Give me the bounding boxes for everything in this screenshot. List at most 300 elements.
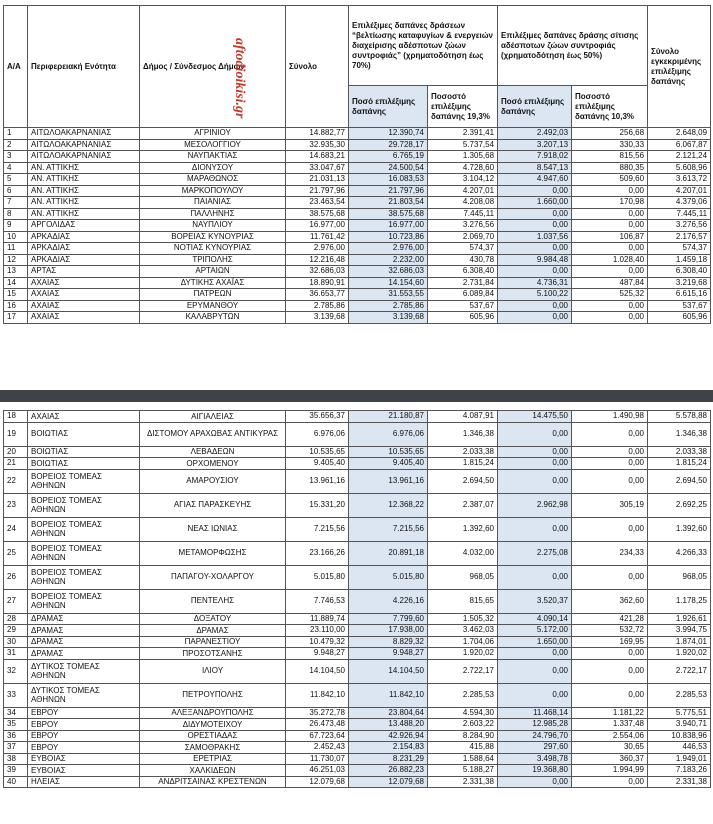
cell-amount-1: 29.728,17 [349, 139, 428, 151]
cell-approved-total: 7.183,26 [648, 765, 711, 777]
cell-aa: 34 [4, 707, 28, 719]
table-row [4, 565, 711, 589]
table-row [4, 185, 711, 197]
cell-municipality: ΜΑΡΑΘΩΝΟΣ [140, 174, 286, 186]
cell-total: 2.452,43 [286, 742, 349, 754]
table-row [4, 128, 711, 140]
cell-percent-1: 3.276,56 [428, 220, 498, 232]
cell-aa: 15 [4, 289, 28, 301]
cell-amount-2: 5.100,22 [498, 289, 572, 301]
cell-percent-1: 4.728,60 [428, 162, 498, 174]
table-row [4, 254, 711, 266]
cell-percent-1: 2.387,07 [428, 493, 498, 517]
cell-percent-2: 0,00 [572, 243, 648, 255]
cell-percent-2: 106,87 [572, 231, 648, 243]
cell-percent-1: 2.694,50 [428, 469, 498, 493]
cell-amount-2: 0,00 [498, 565, 572, 589]
cell-percent-2: 0,00 [572, 446, 648, 458]
table-row [4, 541, 711, 565]
cell-aa: 4 [4, 162, 28, 174]
cell-amount-1: 3.139,68 [349, 312, 428, 324]
cell-municipality: ΣΑΜΟΘΡΑΚΗΣ [140, 742, 286, 754]
cell-amount-1: 16.083,53 [349, 174, 428, 186]
cell-percent-2: 525,32 [572, 289, 648, 301]
cell-percent-1: 8.284,90 [428, 730, 498, 742]
cell-percent-2: 234,33 [572, 541, 648, 565]
cell-total: 67.723,64 [286, 730, 349, 742]
cell-regional-unit: ΕΒΡΟΥ [28, 742, 140, 754]
page-divider [0, 390, 713, 402]
cell-amount-1: 16.977,00 [349, 220, 428, 232]
table-row [4, 648, 711, 660]
cell-amount-1: 12.368,22 [349, 493, 428, 517]
cell-regional-unit: ΑΙΤΩΛΟΑΚΑΡΝΑΝΙΑΣ [28, 128, 140, 140]
cell-percent-1: 2.331,38 [428, 776, 498, 788]
cell-municipality: ΑΓΡΙΝΙΟΥ [140, 128, 286, 140]
cell-percent-2: 509,60 [572, 174, 648, 186]
cell-approved-total: 3.276,56 [648, 220, 711, 232]
cell-approved-total: 3.994,75 [648, 625, 711, 637]
cell-approved-total: 5.578,88 [648, 411, 711, 423]
cell-approved-total: 2.331,38 [648, 776, 711, 788]
cell-aa: 13 [4, 266, 28, 278]
cell-aa: 20 [4, 446, 28, 458]
cell-regional-unit: ΔΡΑΜΑΣ [28, 648, 140, 660]
table-row [4, 719, 711, 731]
cell-aa: 6 [4, 185, 28, 197]
cell-approved-total: 1.815,24 [648, 458, 711, 470]
cell-regional-unit: ΑΡΤΑΣ [28, 266, 140, 278]
cell-percent-2: 0,00 [572, 659, 648, 683]
cell-percent-2: 0,00 [572, 517, 648, 541]
table-row [4, 162, 711, 174]
cell-approved-total: 968,05 [648, 565, 711, 589]
cell-approved-total: 605,96 [648, 312, 711, 324]
cell-percent-1: 1.588,64 [428, 753, 498, 765]
table-row [4, 243, 711, 255]
cell-amount-2: 0,00 [498, 208, 572, 220]
cell-amount-1: 14.104,50 [349, 659, 428, 683]
cell-percent-2: 0,00 [572, 312, 648, 324]
cell-total: 36.653,77 [286, 289, 349, 301]
cell-total: 14.683,21 [286, 151, 349, 163]
allocation-table-bottom [3, 410, 711, 788]
cell-amount-1: 21.803,54 [349, 197, 428, 209]
cell-regional-unit: ΑΝ. ΑΤΤΙΚΗΣ [28, 162, 140, 174]
cell-regional-unit: ΗΛΕΙΑΣ [28, 776, 140, 788]
cell-amount-2: 4.090,14 [498, 613, 572, 625]
cell-municipality: ΠΑΠΑΓΟΥ-ΧΟΛΑΡΓΟΥ [140, 565, 286, 589]
cell-regional-unit: ΒΟΙΩΤΙΑΣ [28, 446, 140, 458]
cell-percent-1: 4.207,01 [428, 185, 498, 197]
cell-municipality: ΚΑΛΑΒΡΥΤΩΝ [140, 312, 286, 324]
cell-aa: 32 [4, 659, 28, 683]
cell-aa: 21 [4, 458, 28, 470]
cell-approved-total: 6.615,16 [648, 289, 711, 301]
cell-percent-1: 2.603,22 [428, 719, 498, 731]
cell-amount-2: 3.520,37 [498, 589, 572, 613]
cell-approved-total: 2.176,57 [648, 231, 711, 243]
cell-approved-total: 3.613,72 [648, 174, 711, 186]
cell-amount-2: 1.650,00 [498, 636, 572, 648]
cell-municipality: ΠΑΙΑΝΙΑΣ [140, 197, 286, 209]
cell-aa: 12 [4, 254, 28, 266]
cell-approved-total: 5.775,51 [648, 707, 711, 719]
cell-total: 33.047,67 [286, 162, 349, 174]
cell-amount-2: 1.037,56 [498, 231, 572, 243]
cell-regional-unit: ΑΧΑΙΑΣ [28, 411, 140, 423]
cell-amount-2: 9.984,48 [498, 254, 572, 266]
cell-percent-1: 430,78 [428, 254, 498, 266]
cell-amount-2: 0,00 [498, 243, 572, 255]
cell-amount-2: 8.547,13 [498, 162, 572, 174]
cell-aa: 29 [4, 625, 28, 637]
cell-percent-1: 574,37 [428, 243, 498, 255]
cell-approved-total: 1.920,02 [648, 648, 711, 660]
cell-percent-2: 1.337,48 [572, 719, 648, 731]
cell-municipality: ΝΟΤΙΑΣ ΚΥΝΟΥΡΙΑΣ [140, 243, 286, 255]
cell-percent-1: 4.208,08 [428, 197, 498, 209]
cell-total: 11.761,42 [286, 231, 349, 243]
cell-regional-unit: ΑΝ. ΑΤΤΙΚΗΣ [28, 185, 140, 197]
cell-percent-2: 532,72 [572, 625, 648, 637]
cell-total: 10.479,32 [286, 636, 349, 648]
cell-aa: 26 [4, 565, 28, 589]
cell-regional-unit: ΑΝ. ΑΤΤΙΚΗΣ [28, 174, 140, 186]
cell-regional-unit: ΒΟΡΕΙΟΣ ΤΟΜΕΑΣ ΑΘΗΝΩΝ [28, 565, 140, 589]
cell-total: 13.961,16 [286, 469, 349, 493]
table-row [4, 589, 711, 613]
cell-total: 21.797,96 [286, 185, 349, 197]
table-body-top [4, 128, 711, 324]
cell-percent-2: 169,95 [572, 636, 648, 648]
cell-total: 3.139,68 [286, 312, 349, 324]
cell-municipality: ΒΟΡΕΙΑΣ ΚΥΝΟΥΡΙΑΣ [140, 231, 286, 243]
cell-total: 46.251,03 [286, 765, 349, 777]
cell-regional-unit: ΔΡΑΜΑΣ [28, 625, 140, 637]
cell-amount-2: 4.736,31 [498, 277, 572, 289]
cell-total: 5.015,80 [286, 565, 349, 589]
cell-percent-2: 0,00 [572, 776, 648, 788]
cell-municipality: ΔΥΤΙΚΗΣ ΑΧΑΪΑΣ [140, 277, 286, 289]
table-row [4, 151, 711, 163]
cell-total: 9.948,27 [286, 648, 349, 660]
cell-amount-1: 13.488,20 [349, 719, 428, 731]
cell-total: 2.785,86 [286, 300, 349, 312]
cell-total: 18.890,91 [286, 277, 349, 289]
cell-total: 7.746,53 [286, 589, 349, 613]
cell-regional-unit: ΑΧΑΙΑΣ [28, 289, 140, 301]
cell-percent-1: 537,67 [428, 300, 498, 312]
cell-amount-2: 2.962,98 [498, 493, 572, 517]
cell-percent-1: 5.737,54 [428, 139, 498, 151]
cell-total: 11.730,07 [286, 753, 349, 765]
cell-approved-total: 5.608,96 [648, 162, 711, 174]
allocation-table-top [3, 5, 711, 324]
cell-percent-2: 0,00 [572, 220, 648, 232]
cell-regional-unit: ΑΡΚΑΔΙΑΣ [28, 231, 140, 243]
cell-total: 12.079,68 [286, 776, 349, 788]
cell-amount-2: 19.368,80 [498, 765, 572, 777]
cell-municipality: ΝΕΑΣ ΙΩΝΙΑΣ [140, 517, 286, 541]
cell-aa: 3 [4, 151, 28, 163]
cell-municipality: ΑΜΑΡΟΥΣΙΟΥ [140, 469, 286, 493]
cell-total: 11.842,10 [286, 683, 349, 707]
table-row [4, 730, 711, 742]
cell-percent-2: 0,00 [572, 683, 648, 707]
cell-amount-1: 12.390,74 [349, 128, 428, 140]
cell-aa: 7 [4, 197, 28, 209]
cell-amount-2: 0,00 [498, 185, 572, 197]
cell-aa: 9 [4, 220, 28, 232]
cell-regional-unit: ΒΟΡΕΙΟΣ ΤΟΜΕΑΣ ΑΘΗΝΩΝ [28, 469, 140, 493]
cell-approved-total: 2.692,25 [648, 493, 711, 517]
cell-approved-total: 1.459,18 [648, 254, 711, 266]
cell-percent-1: 7.445,11 [428, 208, 498, 220]
cell-municipality: ΑΝΔΡΙΤΣΑΙΝΑΣ ΚΡΕΣΤΕΝΩΝ [140, 776, 286, 788]
cell-amount-2: 0,00 [498, 312, 572, 324]
watermark-logo: aftodioikisi.gr [232, 38, 247, 119]
cell-regional-unit: ΕΒΡΟΥ [28, 730, 140, 742]
cell-amount-2: 7.918,02 [498, 151, 572, 163]
cell-amount-2: 2.275,08 [498, 541, 572, 565]
cell-total: 15.331,20 [286, 493, 349, 517]
cell-percent-2: 0,00 [572, 469, 648, 493]
cell-amount-1: 9.948,27 [349, 648, 428, 660]
cell-approved-total: 1.949,01 [648, 753, 711, 765]
table-row [4, 765, 711, 777]
cell-percent-1: 1.505,32 [428, 613, 498, 625]
cell-percent-1: 1.815,24 [428, 458, 498, 470]
cell-percent-1: 6.308,40 [428, 266, 498, 278]
header-regional-unit: Περιφερειακή Ενότητα [28, 6, 140, 128]
cell-percent-1: 415,88 [428, 742, 498, 754]
table-row [4, 312, 711, 324]
table-row [4, 174, 711, 186]
cell-total: 35.272,78 [286, 707, 349, 719]
cell-percent-2: 0,00 [572, 565, 648, 589]
cell-regional-unit: ΑΝ. ΑΤΤΙΚΗΣ [28, 208, 140, 220]
cell-aa: 33 [4, 683, 28, 707]
cell-aa: 39 [4, 765, 28, 777]
cell-total: 21.031,13 [286, 174, 349, 186]
table-row [4, 266, 711, 278]
cell-municipality: ΠΡΟΣΟΤΣΑΝΗΣ [140, 648, 286, 660]
cell-amount-1: 12.079,68 [349, 776, 428, 788]
cell-municipality: ΕΡΕΤΡΙΑΣ [140, 753, 286, 765]
cell-aa: 5 [4, 174, 28, 186]
cell-amount-1: 6.976,06 [349, 422, 428, 446]
cell-amount-1: 20.891,18 [349, 541, 428, 565]
cell-amount-2: 12.985,28 [498, 719, 572, 731]
cell-aa: 8 [4, 208, 28, 220]
cell-aa: 28 [4, 613, 28, 625]
cell-regional-unit: ΒΟΡΕΙΟΣ ΤΟΜΕΑΣ ΑΘΗΝΩΝ [28, 493, 140, 517]
cell-aa: 24 [4, 517, 28, 541]
header-percent-2: Ποσοστό επιλέξιμης δαπάνης 10,3% [572, 86, 648, 128]
cell-amount-2: 1.660,00 [498, 197, 572, 209]
cell-municipality: ΔΟΞΑΤΟΥ [140, 613, 286, 625]
cell-amount-1: 21.797,96 [349, 185, 428, 197]
cell-amount-2: 0,00 [498, 300, 572, 312]
cell-aa: 16 [4, 300, 28, 312]
header-approved-total: Σύνολο εγκεκριμένης επιλέξιμης δαπάνης [648, 6, 711, 128]
cell-amount-1: 10.723,86 [349, 231, 428, 243]
cell-total: 14.104,50 [286, 659, 349, 683]
header-group-shelters: Επιλέξιμες δαπάνες δράσεων “βελτίωσης καταφυγίων & ενεργειών διαχείρισης αδέσποτων ζώων συντροφιάς” (χρηματοδότηση έως 70%) [349, 6, 498, 86]
cell-municipality: ΑΡΤΑΙΩΝ [140, 266, 286, 278]
cell-percent-2: 330,33 [572, 139, 648, 151]
cell-approved-total: 2.722,17 [648, 659, 711, 683]
cell-aa: 30 [4, 636, 28, 648]
cell-aa: 25 [4, 541, 28, 565]
cell-regional-unit: ΑΡΚΑΔΙΑΣ [28, 243, 140, 255]
cell-amount-2: 0,00 [498, 220, 572, 232]
cell-total: 32.686,03 [286, 266, 349, 278]
cell-regional-unit: ΑΝ. ΑΤΤΙΚΗΣ [28, 197, 140, 209]
cell-amount-2: 14.475,50 [498, 411, 572, 423]
cell-amount-2: 0,00 [498, 648, 572, 660]
cell-municipality: ΝΑΥΠΛΙΟΥ [140, 220, 286, 232]
cell-percent-2: 256,68 [572, 128, 648, 140]
cell-percent-2: 1.181,22 [572, 707, 648, 719]
cell-percent-1: 3.462,03 [428, 625, 498, 637]
cell-approved-total: 6.067,87 [648, 139, 711, 151]
header-total: Σύνολο [286, 6, 349, 128]
cell-municipality: ΔΙΟΝΥΣΟΥ [140, 162, 286, 174]
cell-amount-1: 7.215,56 [349, 517, 428, 541]
cell-total: 7.215,56 [286, 517, 349, 541]
cell-amount-2: 3.207,13 [498, 139, 572, 151]
cell-regional-unit: ΕΥΒΟΙΑΣ [28, 753, 140, 765]
cell-percent-1: 1.704,06 [428, 636, 498, 648]
cell-percent-1: 5.188,27 [428, 765, 498, 777]
cell-amount-1: 2.976,00 [349, 243, 428, 255]
cell-approved-total: 2.033,38 [648, 446, 711, 458]
cell-approved-total: 1.178,25 [648, 589, 711, 613]
table-row [4, 683, 711, 707]
cell-aa: 17 [4, 312, 28, 324]
cell-total: 35.656,37 [286, 411, 349, 423]
cell-municipality: ΜΕΤΑΜΟΡΦΩΣΗΣ [140, 541, 286, 565]
table-row [4, 625, 711, 637]
table-row [4, 446, 711, 458]
cell-approved-total: 7.445,11 [648, 208, 711, 220]
cell-aa: 1 [4, 128, 28, 140]
cell-percent-2: 815,56 [572, 151, 648, 163]
header-group-feeding: Επιλέξιμες δαπάνες δράσης σίτισης αδέσποτων ζώων συντροφιάς (χρηματοδότηση έως 50%) [498, 6, 648, 86]
cell-percent-1: 3.104,12 [428, 174, 498, 186]
cell-approved-total: 6.308,40 [648, 266, 711, 278]
cell-approved-total: 3.940,71 [648, 719, 711, 731]
cell-approved-total: 4.266,33 [648, 541, 711, 565]
cell-percent-1: 6.089,84 [428, 289, 498, 301]
cell-municipality: ΔΙΣΤΟΜΟΥ ΑΡΑΧΩΒΑΣ ΑΝΤΙΚΥΡΑΣ [140, 422, 286, 446]
table-row [4, 411, 711, 423]
cell-amount-1: 10.535,65 [349, 446, 428, 458]
cell-percent-2: 880,35 [572, 162, 648, 174]
table-row [4, 517, 711, 541]
cell-approved-total: 10.838,96 [648, 730, 711, 742]
cell-approved-total: 2.694,50 [648, 469, 711, 493]
cell-percent-2: 0,00 [572, 458, 648, 470]
cell-aa: 2 [4, 139, 28, 151]
table-row [4, 300, 711, 312]
cell-approved-total: 1.926,61 [648, 613, 711, 625]
table-row [4, 753, 711, 765]
cell-percent-1: 4.087,91 [428, 411, 498, 423]
cell-amount-1: 32.686,03 [349, 266, 428, 278]
table-row [4, 220, 711, 232]
cell-amount-2: 5.172,00 [498, 625, 572, 637]
cell-percent-1: 2.069,70 [428, 231, 498, 243]
table-row [4, 422, 711, 446]
cell-approved-total: 3.219,68 [648, 277, 711, 289]
table-row [4, 458, 711, 470]
table-row [4, 493, 711, 517]
cell-aa: 38 [4, 753, 28, 765]
cell-amount-2: 0,00 [498, 458, 572, 470]
cell-percent-1: 1.305,68 [428, 151, 498, 163]
cell-amount-1: 24.500,54 [349, 162, 428, 174]
cell-regional-unit: ΔΡΑΜΑΣ [28, 636, 140, 648]
cell-amount-2: 0,00 [498, 469, 572, 493]
cell-amount-2: 0,00 [498, 446, 572, 458]
table-row [4, 707, 711, 719]
cell-percent-1: 815,65 [428, 589, 498, 613]
cell-percent-2: 1.028,40 [572, 254, 648, 266]
cell-amount-2: 0,00 [498, 776, 572, 788]
cell-percent-2: 2.554,06 [572, 730, 648, 742]
table-row [4, 613, 711, 625]
cell-municipality: ΧΑΛΚΙΔΕΩΝ [140, 765, 286, 777]
cell-approved-total: 4.379,06 [648, 197, 711, 209]
cell-regional-unit: ΕΒΡΟΥ [28, 719, 140, 731]
cell-amount-1: 2.232,00 [349, 254, 428, 266]
cell-approved-total: 1.392,60 [648, 517, 711, 541]
cell-aa: 22 [4, 469, 28, 493]
cell-regional-unit: ΑΙΤΩΛΟΑΚΑΡΝΑΝΙΑΣ [28, 151, 140, 163]
cell-amount-1: 42.926,94 [349, 730, 428, 742]
cell-regional-unit: ΑΧΑΙΑΣ [28, 277, 140, 289]
cell-amount-2: 24.796,70 [498, 730, 572, 742]
cell-percent-2: 1.994,99 [572, 765, 648, 777]
cell-amount-2: 297,60 [498, 742, 572, 754]
cell-municipality: ΠΕΤΡΟΥΠΟΛΗΣ [140, 683, 286, 707]
cell-amount-1: 21.180,87 [349, 411, 428, 423]
cell-aa: 31 [4, 648, 28, 660]
cell-total: 14.882,77 [286, 128, 349, 140]
cell-approved-total: 446,53 [648, 742, 711, 754]
cell-regional-unit: ΒΟΙΩΤΙΑΣ [28, 422, 140, 446]
cell-regional-unit: ΒΟΡΕΙΟΣ ΤΟΜΕΑΣ ΑΘΗΝΩΝ [28, 589, 140, 613]
cell-percent-2: 0,00 [572, 266, 648, 278]
cell-percent-2: 0,00 [572, 422, 648, 446]
cell-regional-unit: ΑΙΤΩΛΟΑΚΑΡΝΑΝΙΑΣ [28, 139, 140, 151]
cell-percent-1: 2.033,38 [428, 446, 498, 458]
table-row [4, 231, 711, 243]
cell-total: 16.977,00 [286, 220, 349, 232]
cell-regional-unit: ΕΥΒΟΙΑΣ [28, 765, 140, 777]
cell-percent-2: 305,19 [572, 493, 648, 517]
cell-percent-2: 1.490,98 [572, 411, 648, 423]
cell-municipality: ΟΡΧΟΜΕΝΟΥ [140, 458, 286, 470]
cell-municipality: ΑΛΕΞΑΝΔΡΟΥΠΟΛΗΣ [140, 707, 286, 719]
cell-percent-1: 968,05 [428, 565, 498, 589]
cell-regional-unit: ΑΡΚΑΔΙΑΣ [28, 254, 140, 266]
cell-total: 32.935,30 [286, 139, 349, 151]
cell-percent-2: 170,98 [572, 197, 648, 209]
